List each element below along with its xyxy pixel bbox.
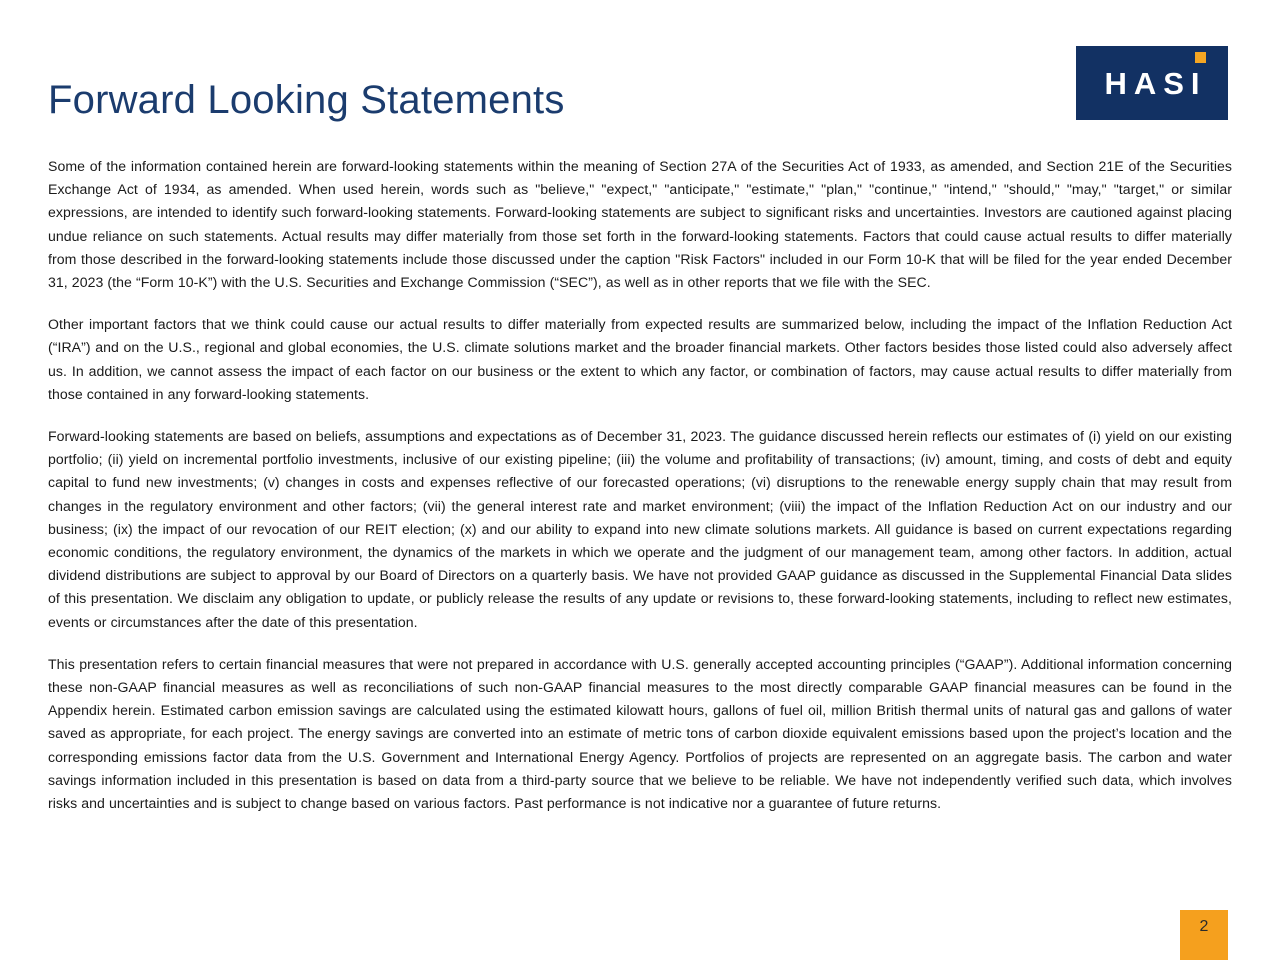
- logo-accent-square-icon: [1195, 52, 1206, 63]
- hasi-logo: [1076, 46, 1228, 120]
- paragraph: This presentation refers to certain financial measures that were not prepared in accordance with U.S. generally accepted accounting principles (“GAAP”). Additional information concerning these non-GAAP financial measures as well as reconciliations of such non-GAAP financial measures to the most directly comparable GAAP financial measures can be found in the Appendix herein. Estimated carbon emission savings are calculated using the estimated kilowatt hours, gallons of fuel oil, million British thermal units of natural gas and gallons of water saved as appropriate, for each project. The energy savings are converted into an estimate of metric tons of carbon dioxide equivalent emissions based upon the project’s location and the corresponding emissions factor data from the U.S. Government and International Energy Agency. Portfolios of projects are represented on an aggregate basis. The carbon and water savings information included in this presentation is based on data from a third-party source that we believe to be reliable. We have not independently verified such data, which involves risks and uncertainties and is subject to change based on various factors. Past performance is not indicative nor a guarantee of future returns.: [48, 655, 1232, 812]
- page-number-badge: [1180, 910, 1228, 960]
- paragraph: Forward-looking statements are based on beliefs, assumptions and expectations as of December 31, 2023. The guidance discussed herein reflects our estimates of (i) yield on our existing portfolio; (ii) yield on incremental portfolio investments, inclusive of our existing pipeline; (iii) the volume and profitability of transactions; (iv) amount, timing, and costs of debt and equity capital to fund new investments; (v) changes in costs and expenses reflective of our forecasted operations; (vi) disruptions to the renewable energy supply chain that may result from changes in the regulatory environment and other factors; (vii) the general interest rate and market environment; (viii) the impact of the Inflation Reduction Act on our industry and our business; (ix) the impact of our revocation of our REIT election; (x) and our ability to expand into new climate solutions markets. All guidance is based on current expectations regarding economic conditions, the regulatory environment, the dynamics of the markets in which we operate and the judgment of our management team, among other factors. In addition, actual dividend distributions are subject to approval by our Board of Directors on a quarterly basis. We have not provided GAAP guidance as discussed in the Supplemental Financial Data slides of this presentation. We disclaim any obligation to update, or publicly release the results of any update or revisions to, these forward-looking statements, including to reflect new estimates, events or circumstances after the date of this presentation.: [48, 428, 1232, 630]
- paragraph: Other important factors that we think could cause our actual results to differ materially from expected results are summarized below, including the impact of the Inflation Reduction Act (“IRA”) and on the U.S., regional and global economies, the U.S. climate solutions market and the broader financial markets. Other factors besides those listed could also adversely affect us. In addition, we cannot assess the impact of each factor on our business or the extent to which any factor, or combination of factors, may cause actual results to differ materially from those contained in any forward-looking statements.: [48, 316, 1232, 402]
- disclaimer-body: [48, 155, 1232, 815]
- logo-wordmark: HASI: [1104, 65, 1207, 101]
- page-title: Forward Looking Statements: [48, 77, 565, 122]
- paragraph: Some of the information contained herein are forward-looking statements within the meaning of Section 27A of the Securities Act of 1933, as amended, and Section 21E of the Securities Exchange Act of 1934, as amended. When used herein, words such as "believe," "expect," "anticipate," "estimate," "plan," "continue," "intend," "should," "may," "target," or similar expressions, are intended to identify such forward-looking statements. Forward-looking statements are subject to significant risks and uncertainties. Investors are cautioned against placing undue reliance on such statements. Actual results may differ materially from those set forth in the forward-looking statements. Factors that could cause actual results to differ materially from those described in the forward-looking statements include those discussed under the caption "Risk Factors" included in our Form 10-K that will be filed for the year ended December 31, 2023 (the “Form 10-K”) with the U.S. Securities and Exchange Commission (“SEC”), as well as in other reports that we file with the SEC.: [48, 158, 1232, 291]
- page-number: 2: [1199, 918, 1209, 935]
